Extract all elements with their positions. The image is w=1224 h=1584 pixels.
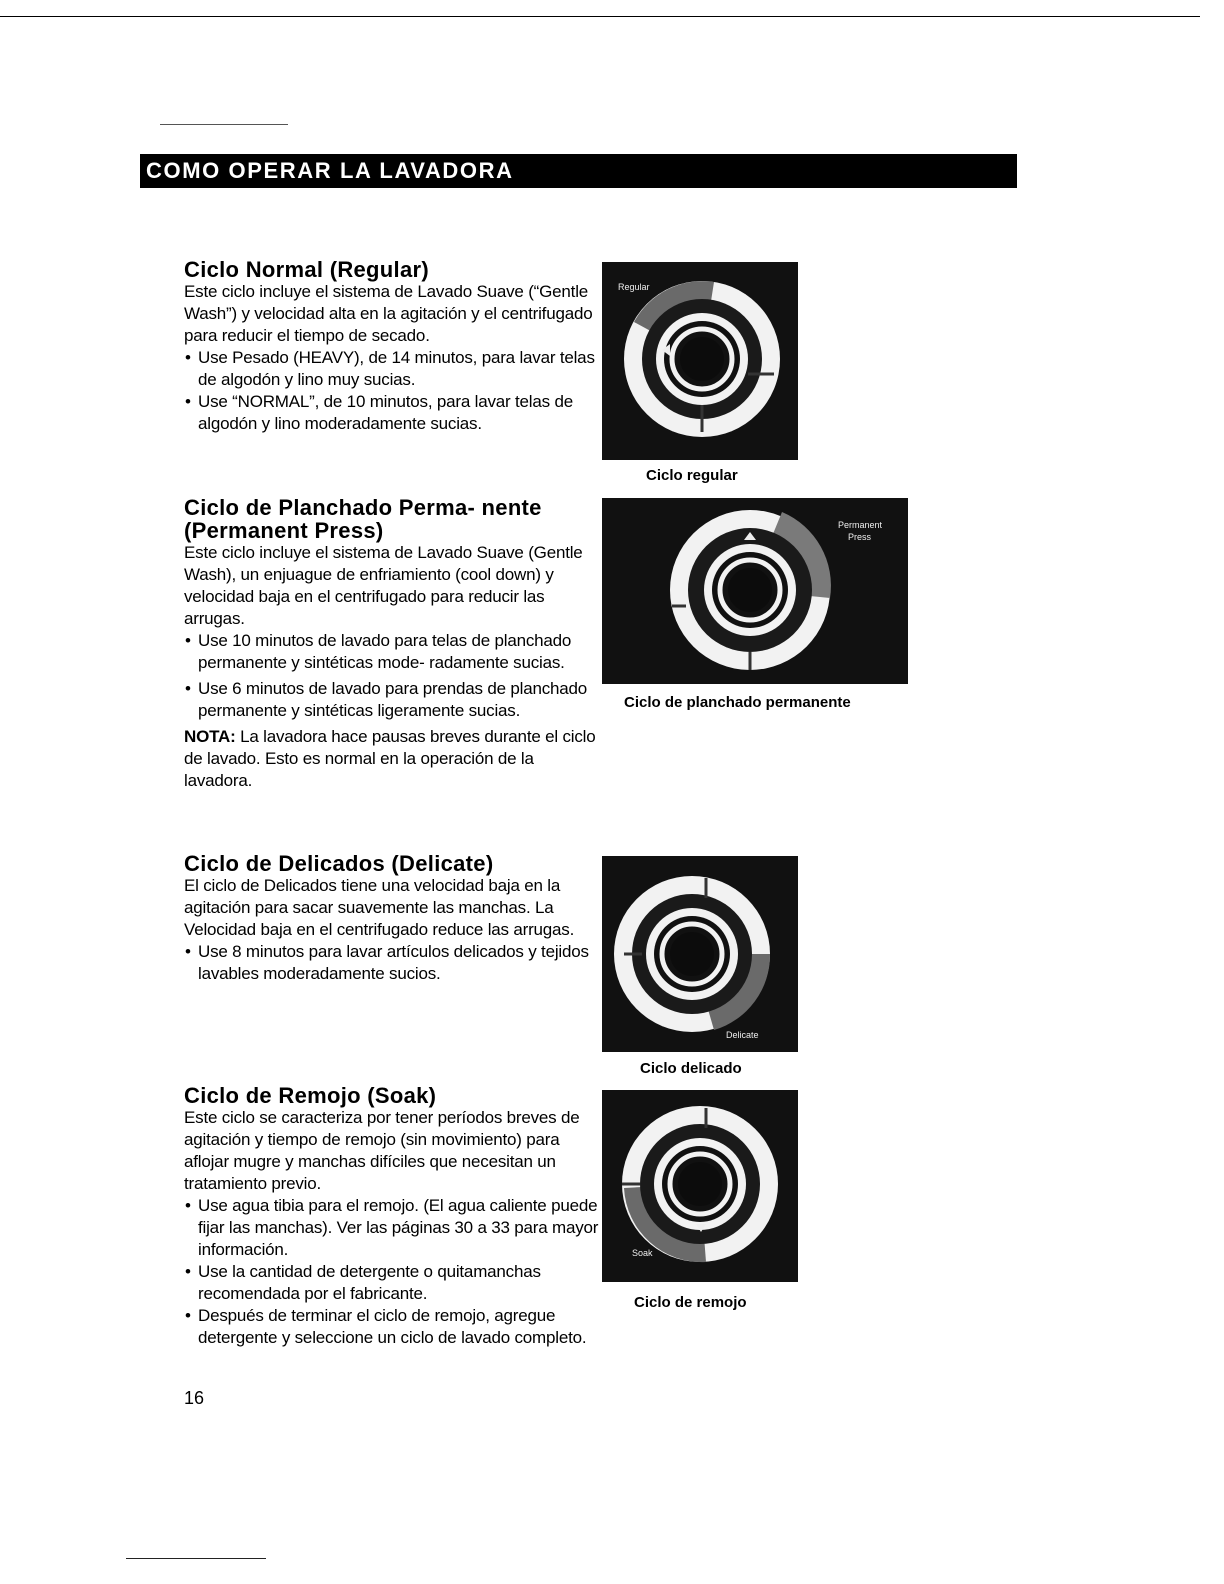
- short-rule: [160, 124, 288, 125]
- dial-label: Regular: [618, 282, 650, 292]
- page-number: 16: [184, 1388, 205, 1408]
- section-soak: [184, 1084, 599, 1349]
- note-label: NOTA:: [184, 727, 236, 746]
- list-item: • Use 8 minutos para lavar artículos delicados y tejidos lavables moderadamente sucios.: [184, 941, 599, 985]
- section-body: Este ciclo incluye el sistema de Lavado Suave (Gentle Wash), un enjuague de enfriamiento (cool down) y velocidad baja en el centrifugado para reducir las arrugas.: [184, 543, 583, 628]
- bottom-rule: [126, 1558, 266, 1559]
- section-title: Ciclo de Planchado Perma- nente (Permanent Press): [184, 495, 542, 543]
- bullet-list: [184, 347, 599, 435]
- control-dial-icon: [602, 262, 798, 460]
- control-dial-icon: [602, 1090, 798, 1282]
- bullet-list: [184, 1195, 599, 1349]
- permanent-press-dial-photo: [602, 498, 908, 684]
- figure-caption: Ciclo delicado: [640, 1060, 742, 1077]
- bullet-list: [184, 941, 599, 985]
- control-dial-icon: [602, 498, 908, 684]
- list-item: • Use 6 minutos de lavado para prendas de planchado permanente y sintéticas ligeramente sucias.: [184, 678, 599, 722]
- figure-caption: Ciclo regular: [646, 467, 738, 484]
- section-normal-cycle: [184, 258, 599, 435]
- section-title: Ciclo de Delicados (Delicate): [184, 851, 494, 876]
- figure-caption: Ciclo de remojo: [634, 1294, 747, 1311]
- top-rule: [0, 16, 1200, 17]
- section-banner: COMO OPERAR LA LAVADORA: [140, 154, 1017, 188]
- section-title: Ciclo de Remojo (Soak): [184, 1083, 437, 1108]
- section-delicate: [184, 852, 599, 985]
- delicate-cycle-dial-photo: [602, 856, 798, 1052]
- figure-caption: Ciclo de planchado permanente: [624, 694, 851, 711]
- list-item: • Use la cantidad de detergente o quitamanchas recomendada por el fabricante.: [184, 1261, 599, 1305]
- dial-label: Soak: [632, 1248, 653, 1258]
- note-text: La lavadora hace pausas breves durante el ciclo de lavado. Esto es normal en la operación de la lavadora.: [184, 727, 596, 790]
- note: [184, 726, 599, 792]
- section-body: El ciclo de Delicados tiene una velocidad baja en la agitación para sacar suavemente las manchas. La Velocidad baja en el centrifugado reduce las arrugas.: [184, 876, 575, 939]
- section-body: Este ciclo incluye el sistema de Lavado Suave (“Gentle Wash”) y velocidad alta en la agitación y el centrifugado para reducir el tiempo de secado.: [184, 282, 593, 345]
- list-item: • Use agua tibia para el remojo. (El agua caliente puede fijar las manchas). Ver las páginas 30 a 33 para mayor información.: [184, 1195, 599, 1261]
- section-body: Este ciclo se caracteriza por tener períodos breves de agitación y tiempo de remojo (sin movimiento) para aflojar mugre y manchas difíciles que necesitan un tratamiento previo.: [184, 1108, 580, 1193]
- bullet-list: [184, 630, 599, 722]
- soak-cycle-dial-photo: [602, 1090, 798, 1282]
- list-item: • Use 10 minutos de lavado para telas de planchado permanente y sintéticas mode- radamente sucias.: [184, 630, 599, 674]
- section-permanent-press: [184, 496, 599, 792]
- dial-label: Delicate: [726, 1030, 759, 1040]
- dial-label: Press: [848, 532, 872, 542]
- control-dial-icon: [602, 856, 798, 1052]
- section-title: Ciclo Normal (Regular): [184, 257, 429, 282]
- list-item: • Use “NORMAL”, de 10 minutos, para lavar telas de algodón y lino moderadamente sucias.: [184, 391, 599, 435]
- list-item: • Use Pesado (HEAVY), de 14 minutos, para lavar telas de algodón y lino muy sucias.: [184, 347, 599, 391]
- regular-cycle-dial-photo: [602, 262, 798, 460]
- dial-label: Permanent: [838, 520, 883, 530]
- list-item: • Después de terminar el ciclo de remojo, agregue detergente y seleccione un ciclo de lavado completo.: [184, 1305, 599, 1349]
